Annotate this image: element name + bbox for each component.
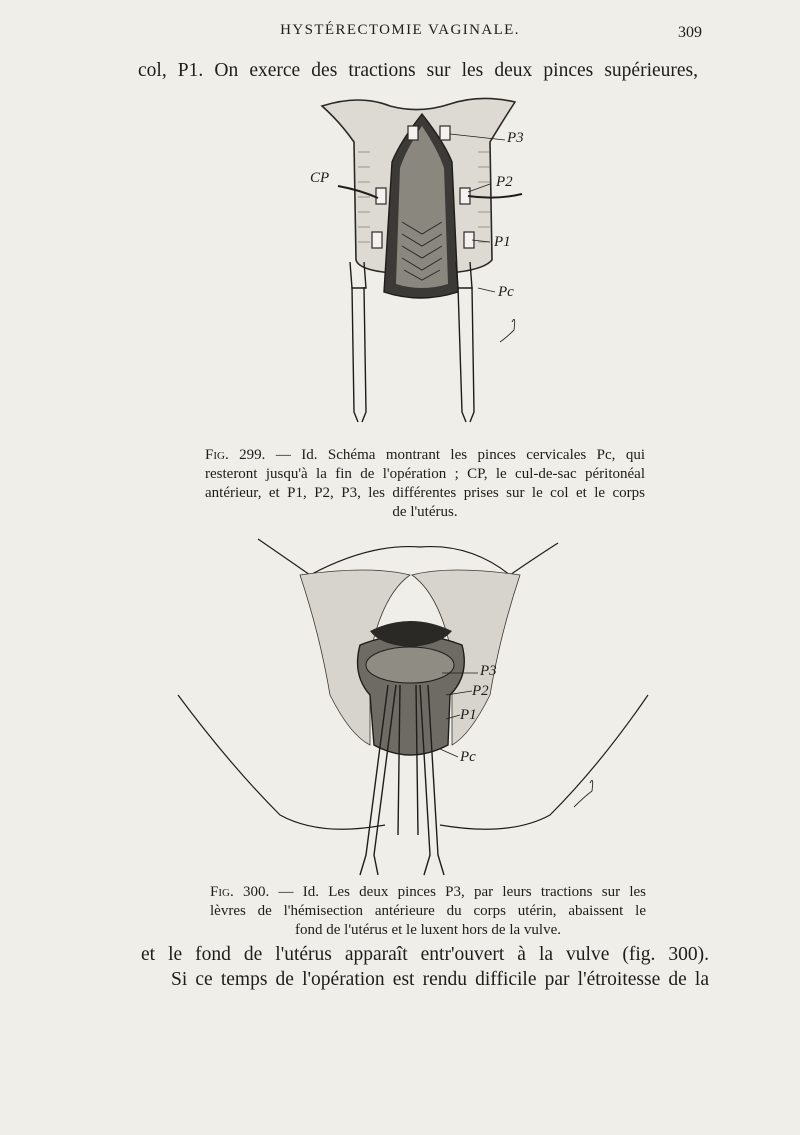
body-text-line-2: et le fond de l'utérus apparaît entr'ouvert à la vulve (fig. 300). bbox=[141, 944, 709, 965]
figure-299-illustration bbox=[300, 92, 540, 437]
figure-300-caption bbox=[210, 883, 646, 940]
label-cp: CP bbox=[310, 170, 330, 186]
caption-300-line-1: Fig. 300. — Id. Les deux pinces P3, par leurs tractions sur les bbox=[210, 884, 647, 900]
caption-299-line-4: de l'utérus. bbox=[392, 504, 458, 520]
figure-299-caption bbox=[205, 446, 645, 522]
running-title: HYSTÉRECTOMIE VAGINALE. bbox=[280, 22, 520, 38]
label-p3: P3 bbox=[480, 663, 497, 679]
page-number: 309 bbox=[678, 24, 702, 41]
figure-300-illustration bbox=[170, 535, 660, 880]
label-p1: P1 bbox=[494, 234, 511, 250]
body-text-line-3: Si ce temps de l'opération est rendu difficile par l'étroitesse de la bbox=[171, 969, 709, 990]
caption-300-line-3: fond de l'utérus et le luxent hors de la vulve. bbox=[295, 922, 561, 938]
page-header bbox=[0, 22, 800, 46]
label-p1: P1 bbox=[460, 707, 477, 723]
caption-300-line-2: lèvres de l'hémisection antérieure du corps utérin, abaissent le bbox=[210, 903, 646, 919]
caption-299-line-3: antérieur, et P1, P2, P3, les différentes prises sur le col et le corps bbox=[205, 485, 645, 501]
label-pc: Pc bbox=[498, 284, 514, 300]
caption-300-label: Fig. 300. bbox=[210, 884, 270, 900]
label-p3: P3 bbox=[507, 130, 524, 146]
label-pc: Pc bbox=[460, 749, 476, 765]
caption-299-line-2: resteront jusqu'à la fin de l'opération ; CP, le cul-de-sac péritonéal bbox=[205, 466, 645, 482]
label-p2: P2 bbox=[496, 174, 513, 190]
body-text-line-1: col, P1. On exerce des tractions sur les deux pinces supérieures, bbox=[138, 60, 698, 81]
caption-299-line-1: Fig. 299. — Id. Schéma montrant les pinces cervicales Pc, qui bbox=[205, 447, 646, 463]
label-p2: P2 bbox=[472, 683, 489, 699]
caption-299-label: Fig. 299. bbox=[205, 447, 266, 463]
